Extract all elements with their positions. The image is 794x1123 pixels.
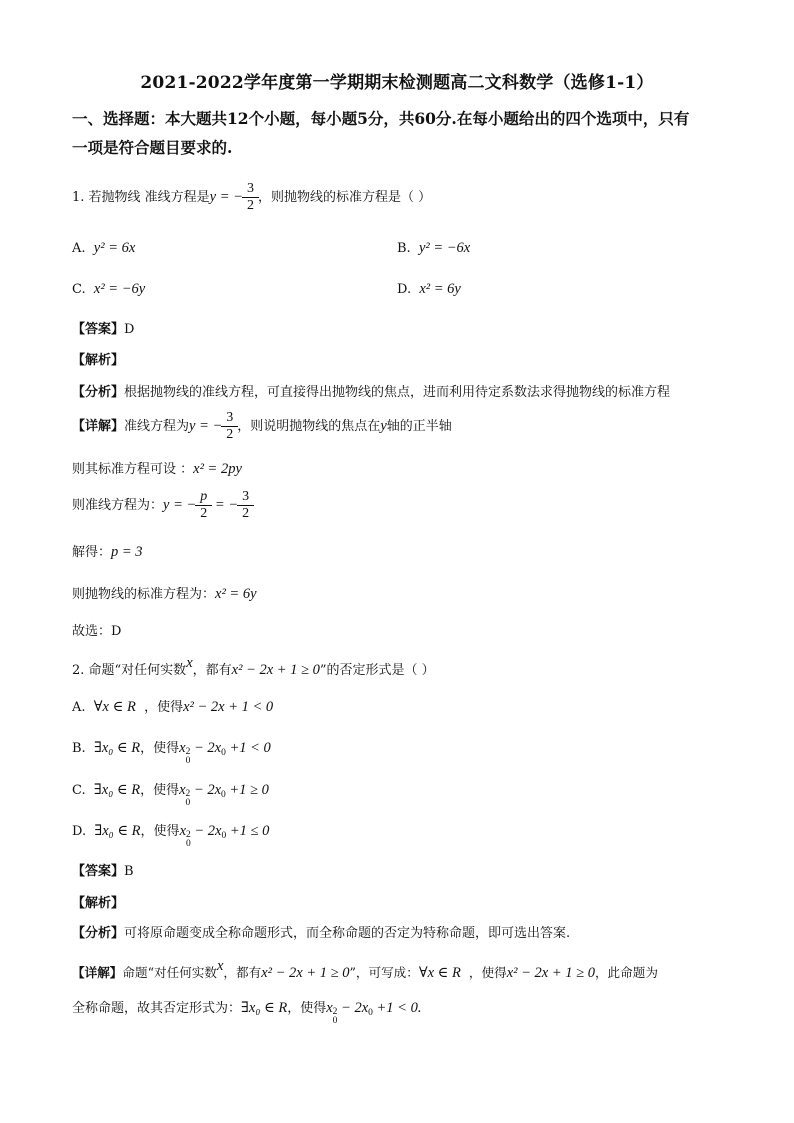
section-heading-line1: 一、选择题：本大题共12个小题，每小题5分，共60分.在每小题给出的四个选项中，只有 — [72, 109, 690, 128]
q2-analysis-tag: 【解析】 — [72, 896, 125, 911]
q1-option-c: C. x² = −6y — [72, 281, 146, 297]
question-1-stem — [72, 181, 431, 214]
q1-xiangjie-3: 则准线方程为：y = − $\frac{p}{2}$ = − $\frac{3}{2}$ — [72, 489, 253, 522]
section-heading — [72, 104, 732, 162]
fraction-3-2: $\frac{3}{2}$ — [244, 181, 257, 214]
q2-xiangjie-2: 全称命题，故其否定形式为：∃x₀ ∈ R，使得x 2 0 − $2x_0 +1 < 0$. — [72, 1000, 422, 1026]
question-1-directrix-lhs: y = − — [209, 189, 243, 205]
q1-conclusion: 故选：D — [72, 624, 122, 639]
question-1-prefix: 1. 若抛物线 准线方程是 — [72, 190, 210, 205]
q1-option-a: A. y² = 6x — [72, 240, 136, 256]
q1-xiangjie-4: 解得：p = 3 — [72, 544, 143, 560]
question-2-stem: 2. 命题“对任何实数$^x$，都有x² − 2x + 1 ≥ 0”的否定形式是（ ） — [72, 655, 435, 678]
q1-xiangjie-1: 【详解】准线方程为y = − $\frac{3}{2}$ ，则说明抛物线的焦点在y轴的正半轴 — [72, 410, 452, 442]
q2-answer: 【答案】B — [72, 864, 134, 879]
fraction-3-2: $\frac{3}{2}$ — [223, 410, 236, 443]
q1-analysis-tag: 【解析】 — [72, 353, 125, 368]
q1-option-d: D. x² = 6y — [397, 281, 461, 297]
q1-fenxi: 【分析】根据抛物线的准线方程，可直接得出抛物线的焦点，进而利用待定系数法求得抛物线的标准方程 — [72, 385, 671, 400]
q1-option-b: B. y² = −6x — [397, 240, 471, 256]
q2-fenxi: 【分析】可将原命题变成全称命题形式，而全称命题的否定为特称命题，即可选出答案. — [72, 926, 571, 941]
q1-xiangjie-2: 则其标准方程可设 ：x² = 2py — [72, 461, 242, 477]
fraction-p-2: $\frac{p}{2}$ — [197, 489, 210, 522]
section-heading-line2: 一项是符合题目要求的. — [72, 138, 233, 157]
q2-option-d: D. ∃x₀ ∈ R，使得x 2 0 − $2x_0 +1 \le 0$ — [72, 823, 270, 849]
q2-option-a: A. ∀x ∈ R ，使得x² − 2x + 1 < 0 — [72, 699, 274, 715]
question-1-suffix: ，则抛物线的标准方程是（ ） — [257, 190, 432, 205]
q1-answer: 【答案】D — [72, 322, 135, 337]
q1-xiangjie-5: 则抛物线的标准方程为：x² = 6y — [72, 586, 257, 602]
page-title: 2021-2022学年度第一学期期末检测题高二文科数学（选修1-1） — [140, 73, 654, 93]
q2-xiangjie-1: 【详解】命题“对任何实数$^x$，都有x² − 2x + 1 ≥ 0”，可写成：∀x ∈ R ，使得x² − 2x + 1 ≥ 0，此命题为 — [72, 958, 658, 981]
q2-option-b: B. ∃x₀ ∈ R，使得x 2 0 − $2x_0 +1 < 0$ — [72, 740, 271, 766]
fraction-3-2: $\frac{3}{2}$ — [239, 489, 252, 522]
q2-option-c: C. ∃x₀ ∈ R，使得x 2 0 − $2x_0 +1 \ge 0$ — [72, 782, 269, 808]
